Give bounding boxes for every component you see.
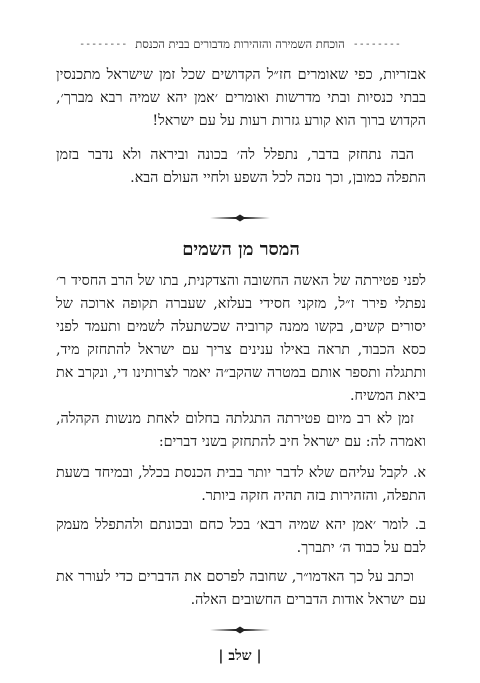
section-paragraph-1: לפני פטירתה של האשה החשובה והצדקנית, בתו של הרב החסיד ר׳ נפתלי פירר ז״ל, מזקני חסידי בעלזא, שעברה תקופה ארוכה של יסורים קשים, בקשו ממנה קרוביה שכשתעלה לשמים ותעמד לפני כסא הכבוד, תראה באילו ענינים צריך עם ישראל להתחזק מיד, ותתגלה ותספר אותם במטרה שהקב״ה יאמר לצרותינו די, ונקרב את ביאת המשיח. — [56, 273, 426, 404]
header-dashes-right: -------- — [352, 38, 401, 50]
section-paragraph-2: זמן לא רב מיום פטירתה התגלתה בחלום לאחת מנשות הקהלה, ואמרה לה: עם ישראל חיב להתחזק בשני דברים: — [56, 411, 426, 450]
intro-paragraph-2: הבה נתחזק בדבר, נתפלל לה׳ בכונה וביראה ולא נדבר בזמן התפלה כמובן, וכך נזכה לכל השפע ולחיי העולם הבא. — [56, 147, 426, 186]
running-title: הוכחת השמירה והזהירות מדבורים בבית הכנסת — [135, 37, 345, 51]
page-number: | שלב | — [218, 648, 262, 664]
section-title: המסר מן השמים — [182, 239, 300, 260]
closing-paragraph: וכתב על כך האדמו״ר, שחובה לפרסם את הדברים כדי לעורר את עם ישראל אודות הדברים החשובים האלה. — [56, 569, 426, 608]
point-a: א. לקבל עליהם שלא לדבר יותר בבית הכנסת בכלל, ובמיחד בשעת התפלה, והזהירות בזה תהיה חזקה ביותר. — [56, 465, 426, 504]
header-dashes-left: -------- — [79, 38, 128, 50]
intro-paragraph-1: אבזריות, כפי שאומרים חז״ל הקדושים שכל זמן שישראל מתכנסין בבתי כנסיות ובתי מדרשות ואומרים ׳אמן יהא שמיה רבא מברך׳, הקדוש ברוך הוא קורע גזרות רעות על עם ישראל! — [56, 67, 426, 129]
point-b: ב. לומר ׳אמן יהא שמיה רבא׳ בכל כחם ובכונתם ולהתפלל מעמק לבם על כבוד ה׳ יתברך. — [56, 517, 426, 556]
ornament-divider-bottom — [210, 626, 270, 634]
ornament-divider-top — [210, 214, 270, 222]
running-header — [28, 36, 452, 52]
